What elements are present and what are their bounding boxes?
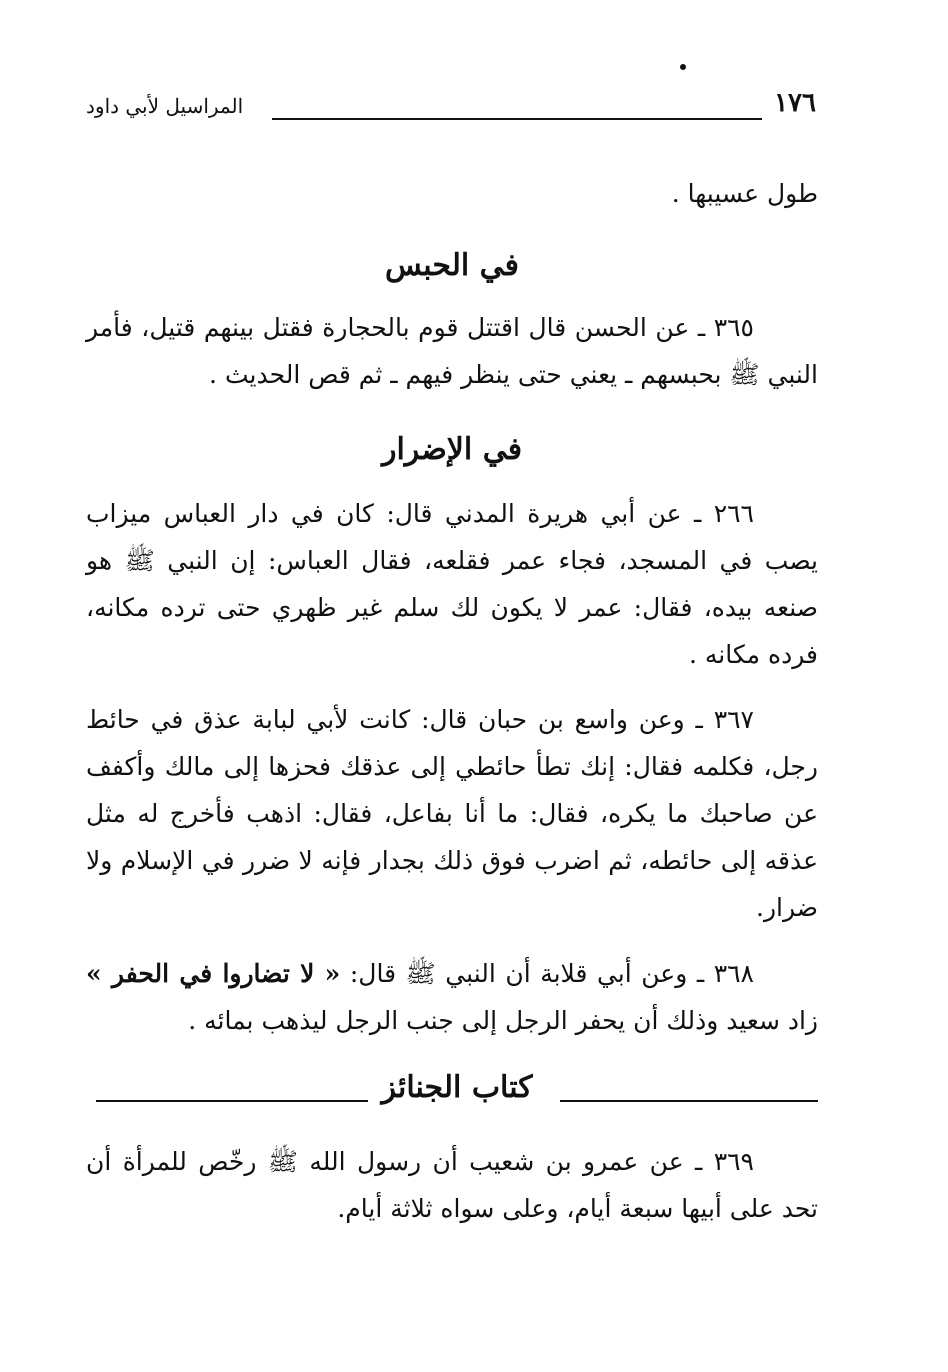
hadith-369: ٣٦٩ ـ عن عمرو بن شعيب أن رسول الله ﷺ رخّص للمرأة أن تحد على أبيها سبعة أيام، وعلى سواه ثلاثة أيام. bbox=[86, 1147, 818, 1223]
page-header bbox=[86, 88, 816, 128]
header-rule bbox=[272, 118, 762, 120]
hadith-367: ٣٦٧ ـ وعن واسع بن حبان قال: كانت لأبي لبابة عذق في حائط رجل، فكلمه فقال: إنك تطأ حائطي إلى عذقك فحزها إلى مالك وأكفف عن صاحبك ما يكره، فقال: ما أنا بفاعل، فقال: اذهب فأخرج له مثل عذقه إلى حائطه، ثم اضرب فوق ذلك بجدار فإنه لا ضرر في الإسلام ولا ضرار. bbox=[86, 705, 818, 922]
book-title-rule-left bbox=[96, 1100, 368, 1102]
hadith-368-quote: « لا تضاروا في الحفر » bbox=[86, 959, 341, 988]
hadith-368 bbox=[86, 950, 818, 1044]
book-title-row bbox=[96, 1066, 818, 1116]
hadith-365: ٣٦٥ ـ عن الحسن قال اقتتل قوم بالحجارة فقتل بينهم قتيل، فأمر النبي ﷺ بحبسهم ـ يعني حتى ينظر فيهم ـ ثم قص الحديث . bbox=[86, 313, 818, 389]
hadith-368-opening: ٣٦٨ ـ وعن أبي قلابة أن النبي ﷺ قال: bbox=[340, 959, 754, 988]
section-heading-harm: في الإضرار bbox=[381, 432, 523, 467]
book-title: كتاب الجنائز bbox=[381, 1070, 533, 1105]
hadith-366: ٢٦٦ ـ عن أبي هريرة المدني قال: كان في دار العباس ميزاب يصب في المسجد، فجاء عمر فقلعه، فقال العباس: إن النبي ﷺ هو صنعه بيده، فقال: عمر لا يكون لك سلم غير ظهري حتى ترده مكانه، فرده مكانه . bbox=[86, 499, 818, 669]
page-number: ١٧٦ bbox=[774, 88, 816, 118]
continuation-text: طول عسيبها . bbox=[671, 179, 818, 208]
ink-dot bbox=[680, 64, 686, 70]
section-heading-detention: في الحبس bbox=[385, 248, 519, 283]
hadith-368-closing: زاد سعيد وذلك أن يحفر الرجل إلى جنب الرجل ليذهب بمائه . bbox=[188, 1006, 818, 1035]
running-title: المراسيل لأبي داود bbox=[86, 94, 244, 118]
